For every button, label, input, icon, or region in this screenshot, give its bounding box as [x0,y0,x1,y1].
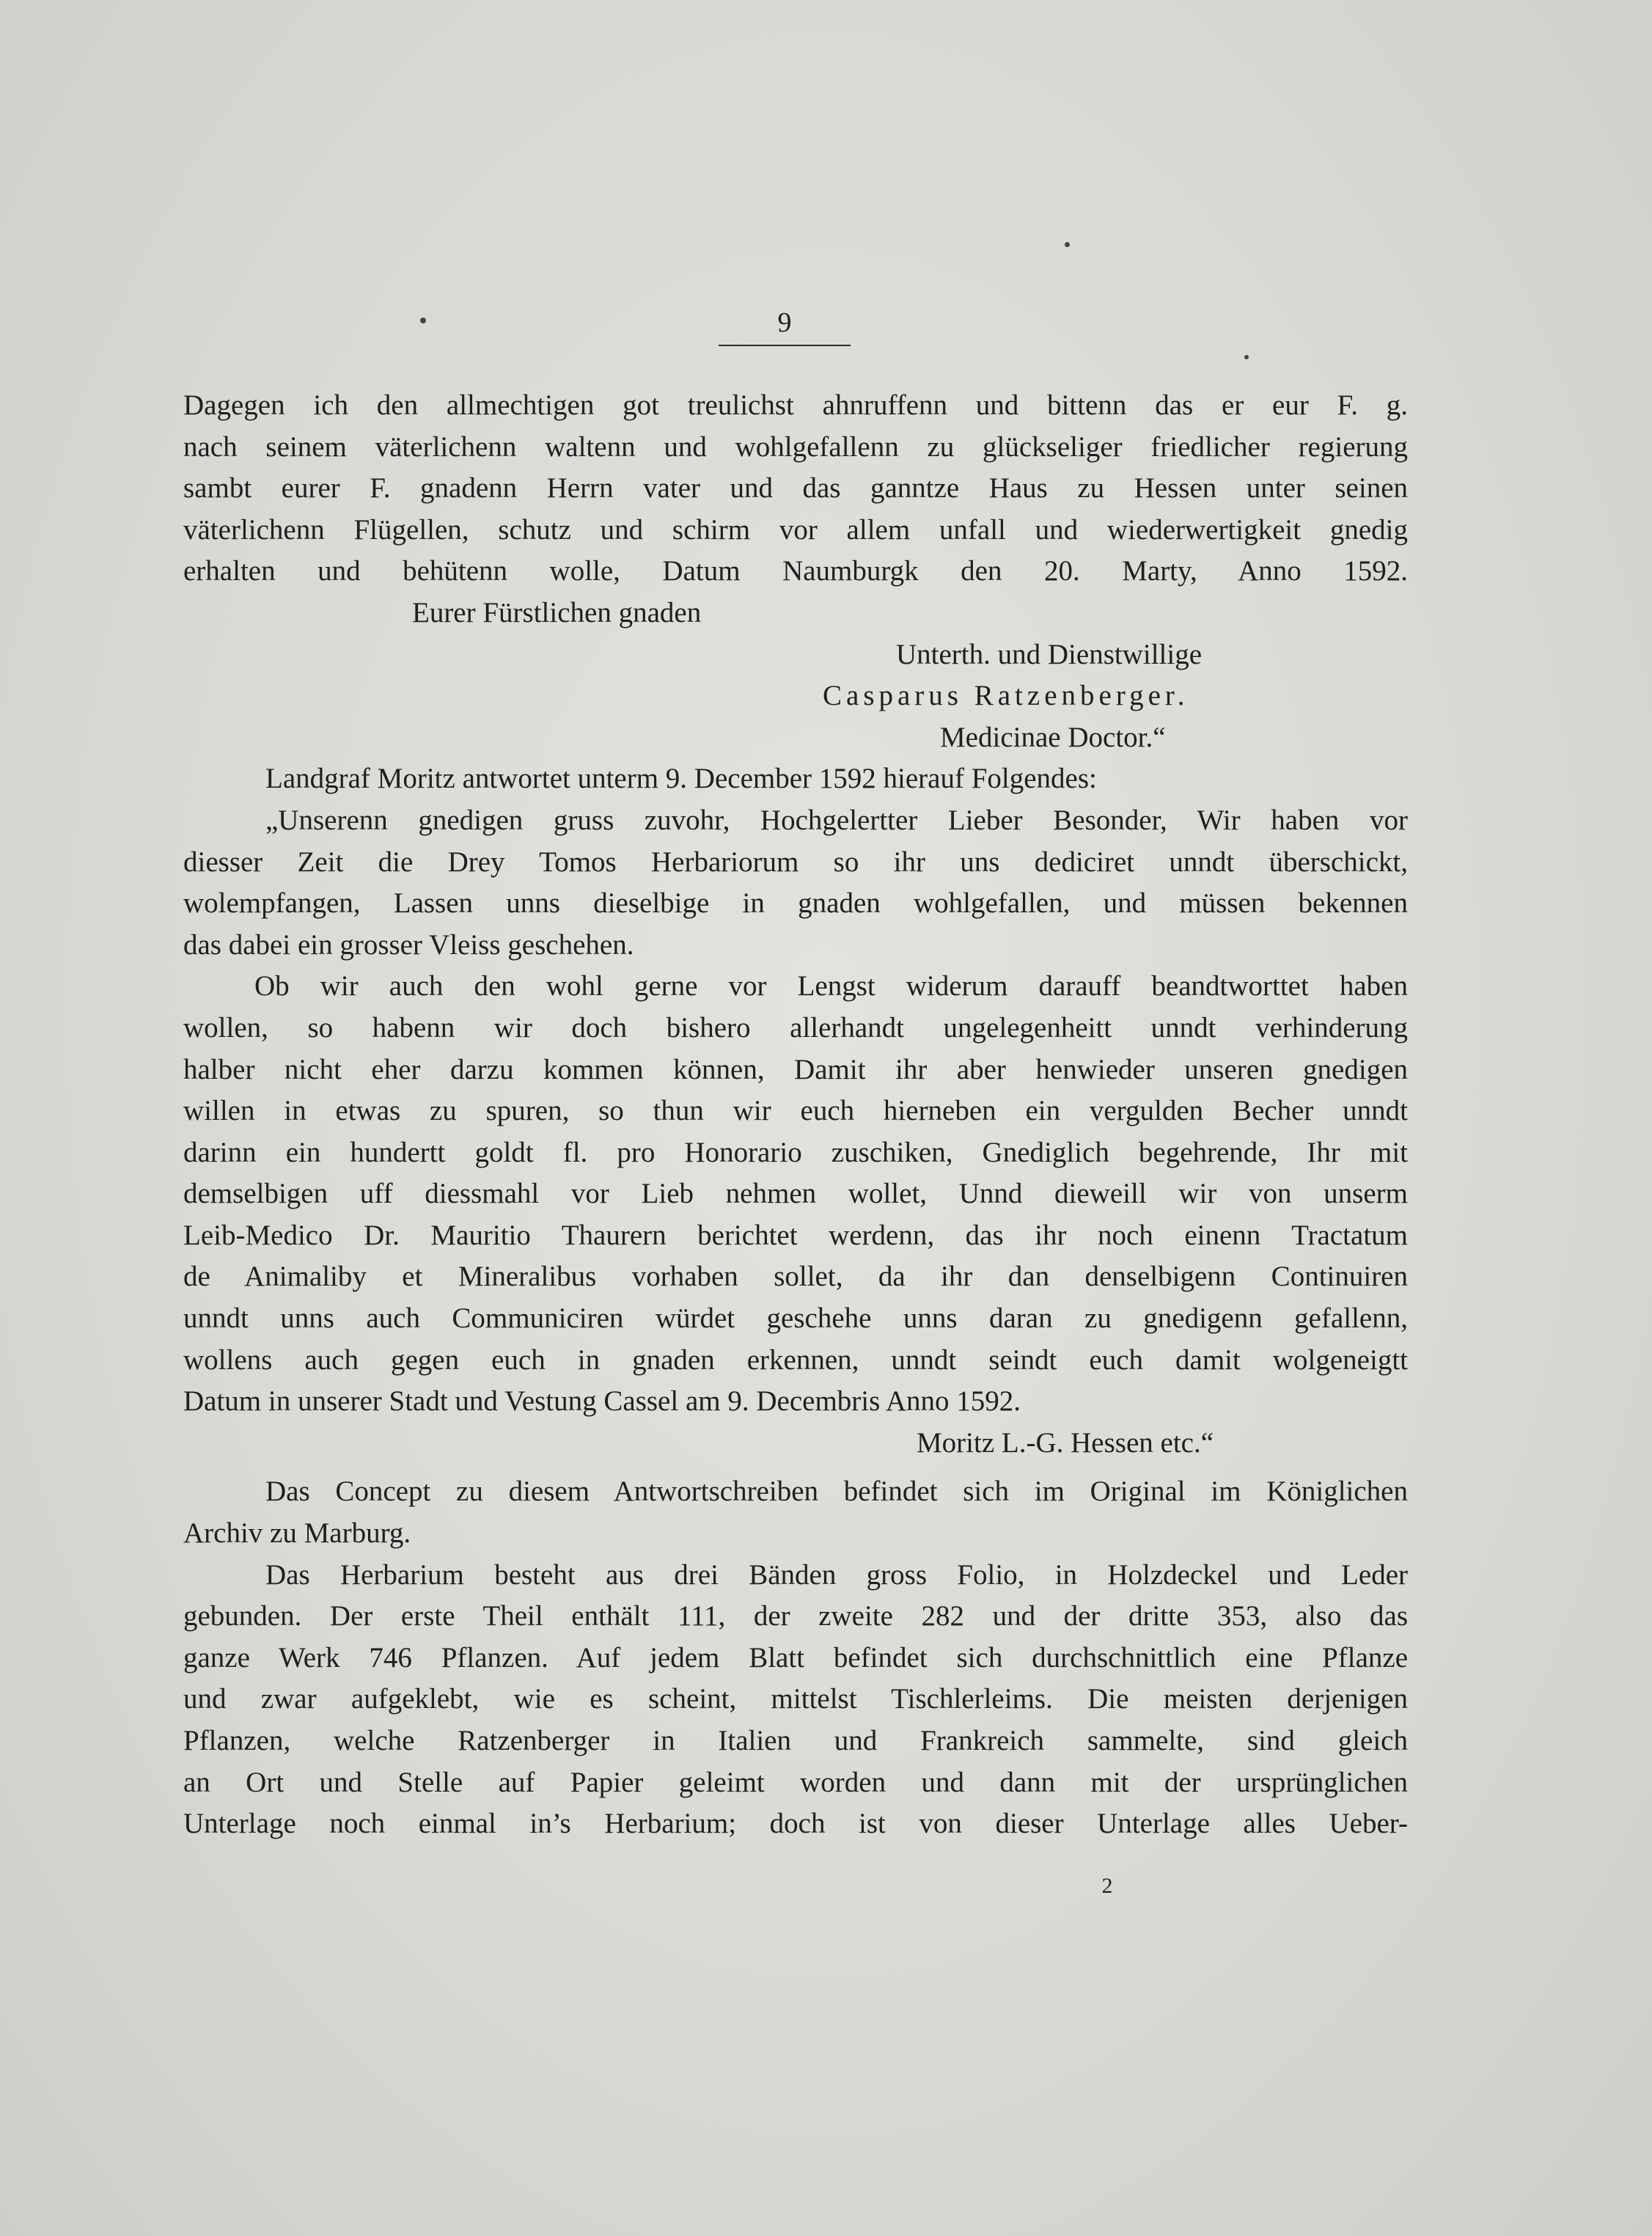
page-number-rule [719,345,851,346]
signature-mark: 2 [1101,1874,1113,1898]
text-line: das dabei ein grosser Vleiss geschehen. [183,928,634,961]
text-line: Leib-Medico Dr. Mauritio Thaurern berichtet werdenn, das ihr noch einenn Tractatum [183,1219,1408,1251]
salutation-line: Eurer Fürstlichen gnaden [412,596,702,628]
text-line: erhalten und behütenn wolle, Datum Naumburgk den 20. Marty, Anno 1592. [183,555,1408,587]
ink-speck [1244,355,1249,359]
text-line: und zwar aufgeklebt, wie es scheint, mittelst Tischlerleims. Die meisten derjenigen [183,1683,1408,1715]
text-line: Das Herbarium besteht aus drei Bänden gross Folio, in Holzdeckel und Leder [265,1558,1408,1591]
text-line: ganze Werk 746 Pflanzen. Auf jedem Blatt befindet sich durchschnittlich eine Pflanze [183,1641,1408,1674]
text-line: Pflanzen, welche Ratzenberger in Italien und Frankreich sammelte, sind gleich [183,1725,1408,1756]
closing-line: Unterth. und Dienstwillige [896,638,1203,670]
text-line: wolempfangen, Lassen unns dieselbige in gnaden wohlgefallen, und müssen bekennen [183,887,1408,920]
text-line: diesser Zeit die Drey Tomos Herbariorum so ihr uns dediciret unndt überschickt, [183,846,1408,878]
text-line: Archiv zu Marburg. [183,1517,411,1550]
text-line: gebunden. Der erste Theil enthält 111, der zweite 282 und der dritte 353, also das [183,1600,1408,1632]
text-line: an Ort und Stelle auf Papier geleimt worden und dann mit der ursprünglichen [183,1766,1408,1798]
text-line: demselbigen uff diessmahl vor Lieb nehmen wollet, Unnd dieweill wir von unserm [183,1178,1408,1210]
text-line: Datum in unserer Stadt und Vestung Cassel am 9. Decembris Anno 1592. [183,1385,1021,1418]
text-line: „Unserenn gnedigen gruss zuvohr, Hochgelertter Lieber Besonder, Wir haben vor [265,804,1408,836]
text-line: wollens auch gegen euch in gnaden erkennen, unndt seindt euch damit wolgeneigtt [183,1344,1408,1376]
text-line: väterlichenn Flügellen, schutz und schirm vor allem unfall und wiederwertigkeit gnedig [183,513,1408,546]
text-line: Dagegen ich den allmechtigen got treulichst ahnruffenn und bittenn das er eur F. g. [183,389,1408,421]
text-line: wollen, so habenn wir doch bishero allerhandt ungelegenheitt unndt verhinderung [183,1011,1408,1044]
text-line: Das Concept zu diesem Antwortschreiben befindet sich im Original im Königlichen [265,1476,1408,1508]
body-text [183,385,1408,1845]
text-line: halber nicht eher darzu kommen können, Damit ihr aber henwieder unseren gnedigen [183,1053,1408,1085]
signature-title-line: Medicinae Doctor.“ [940,721,1166,753]
page-number: 9 [777,307,792,338]
text-line: sambt eurer F. gnadenn Herrn vater und das ganntze Haus zu Hessen unter seinen [183,472,1408,505]
text-line: nach seinem väterlichenn waltenn und wohlgefallenn zu glückseliger friedlicher regierung [183,430,1408,463]
text-line: Ob wir auch den wohl gerne vor Lengst widerum darauff beandtworttet haben [254,970,1408,1002]
text-line: Landgraf Moritz antwortet unterm 9. December 1592 hierauf Folgendes: [265,763,1097,795]
signature-line: Moritz L.-G. Hessen etc.“ [917,1426,1214,1459]
text-line: unndt unns auch Communiciren würdet geschehe unns daran zu gnedigenn gefallenn, [183,1302,1408,1335]
ink-speck [1065,242,1070,247]
text-line: darinn ein hundertt goldt fl. pro Honorario zuschiken, Gnediglich begehrende, Ihr mit [183,1136,1408,1168]
text-line: de Animaliby et Mineralibus vorhaben sollet, da ihr dan denselbigenn Continuiren [183,1261,1408,1293]
text-line: Unterlage noch einmal in’s Herbarium; doch ist von dieser Unterlage alles Ueber- [183,1808,1408,1840]
signature-name-line: Casparus Ratzenberger. [823,680,1189,712]
ink-speck [420,318,426,323]
text-line: willen in etwas zu spuren, so thun wir euch hierneben ein vergulden Becher unndt [183,1095,1408,1127]
